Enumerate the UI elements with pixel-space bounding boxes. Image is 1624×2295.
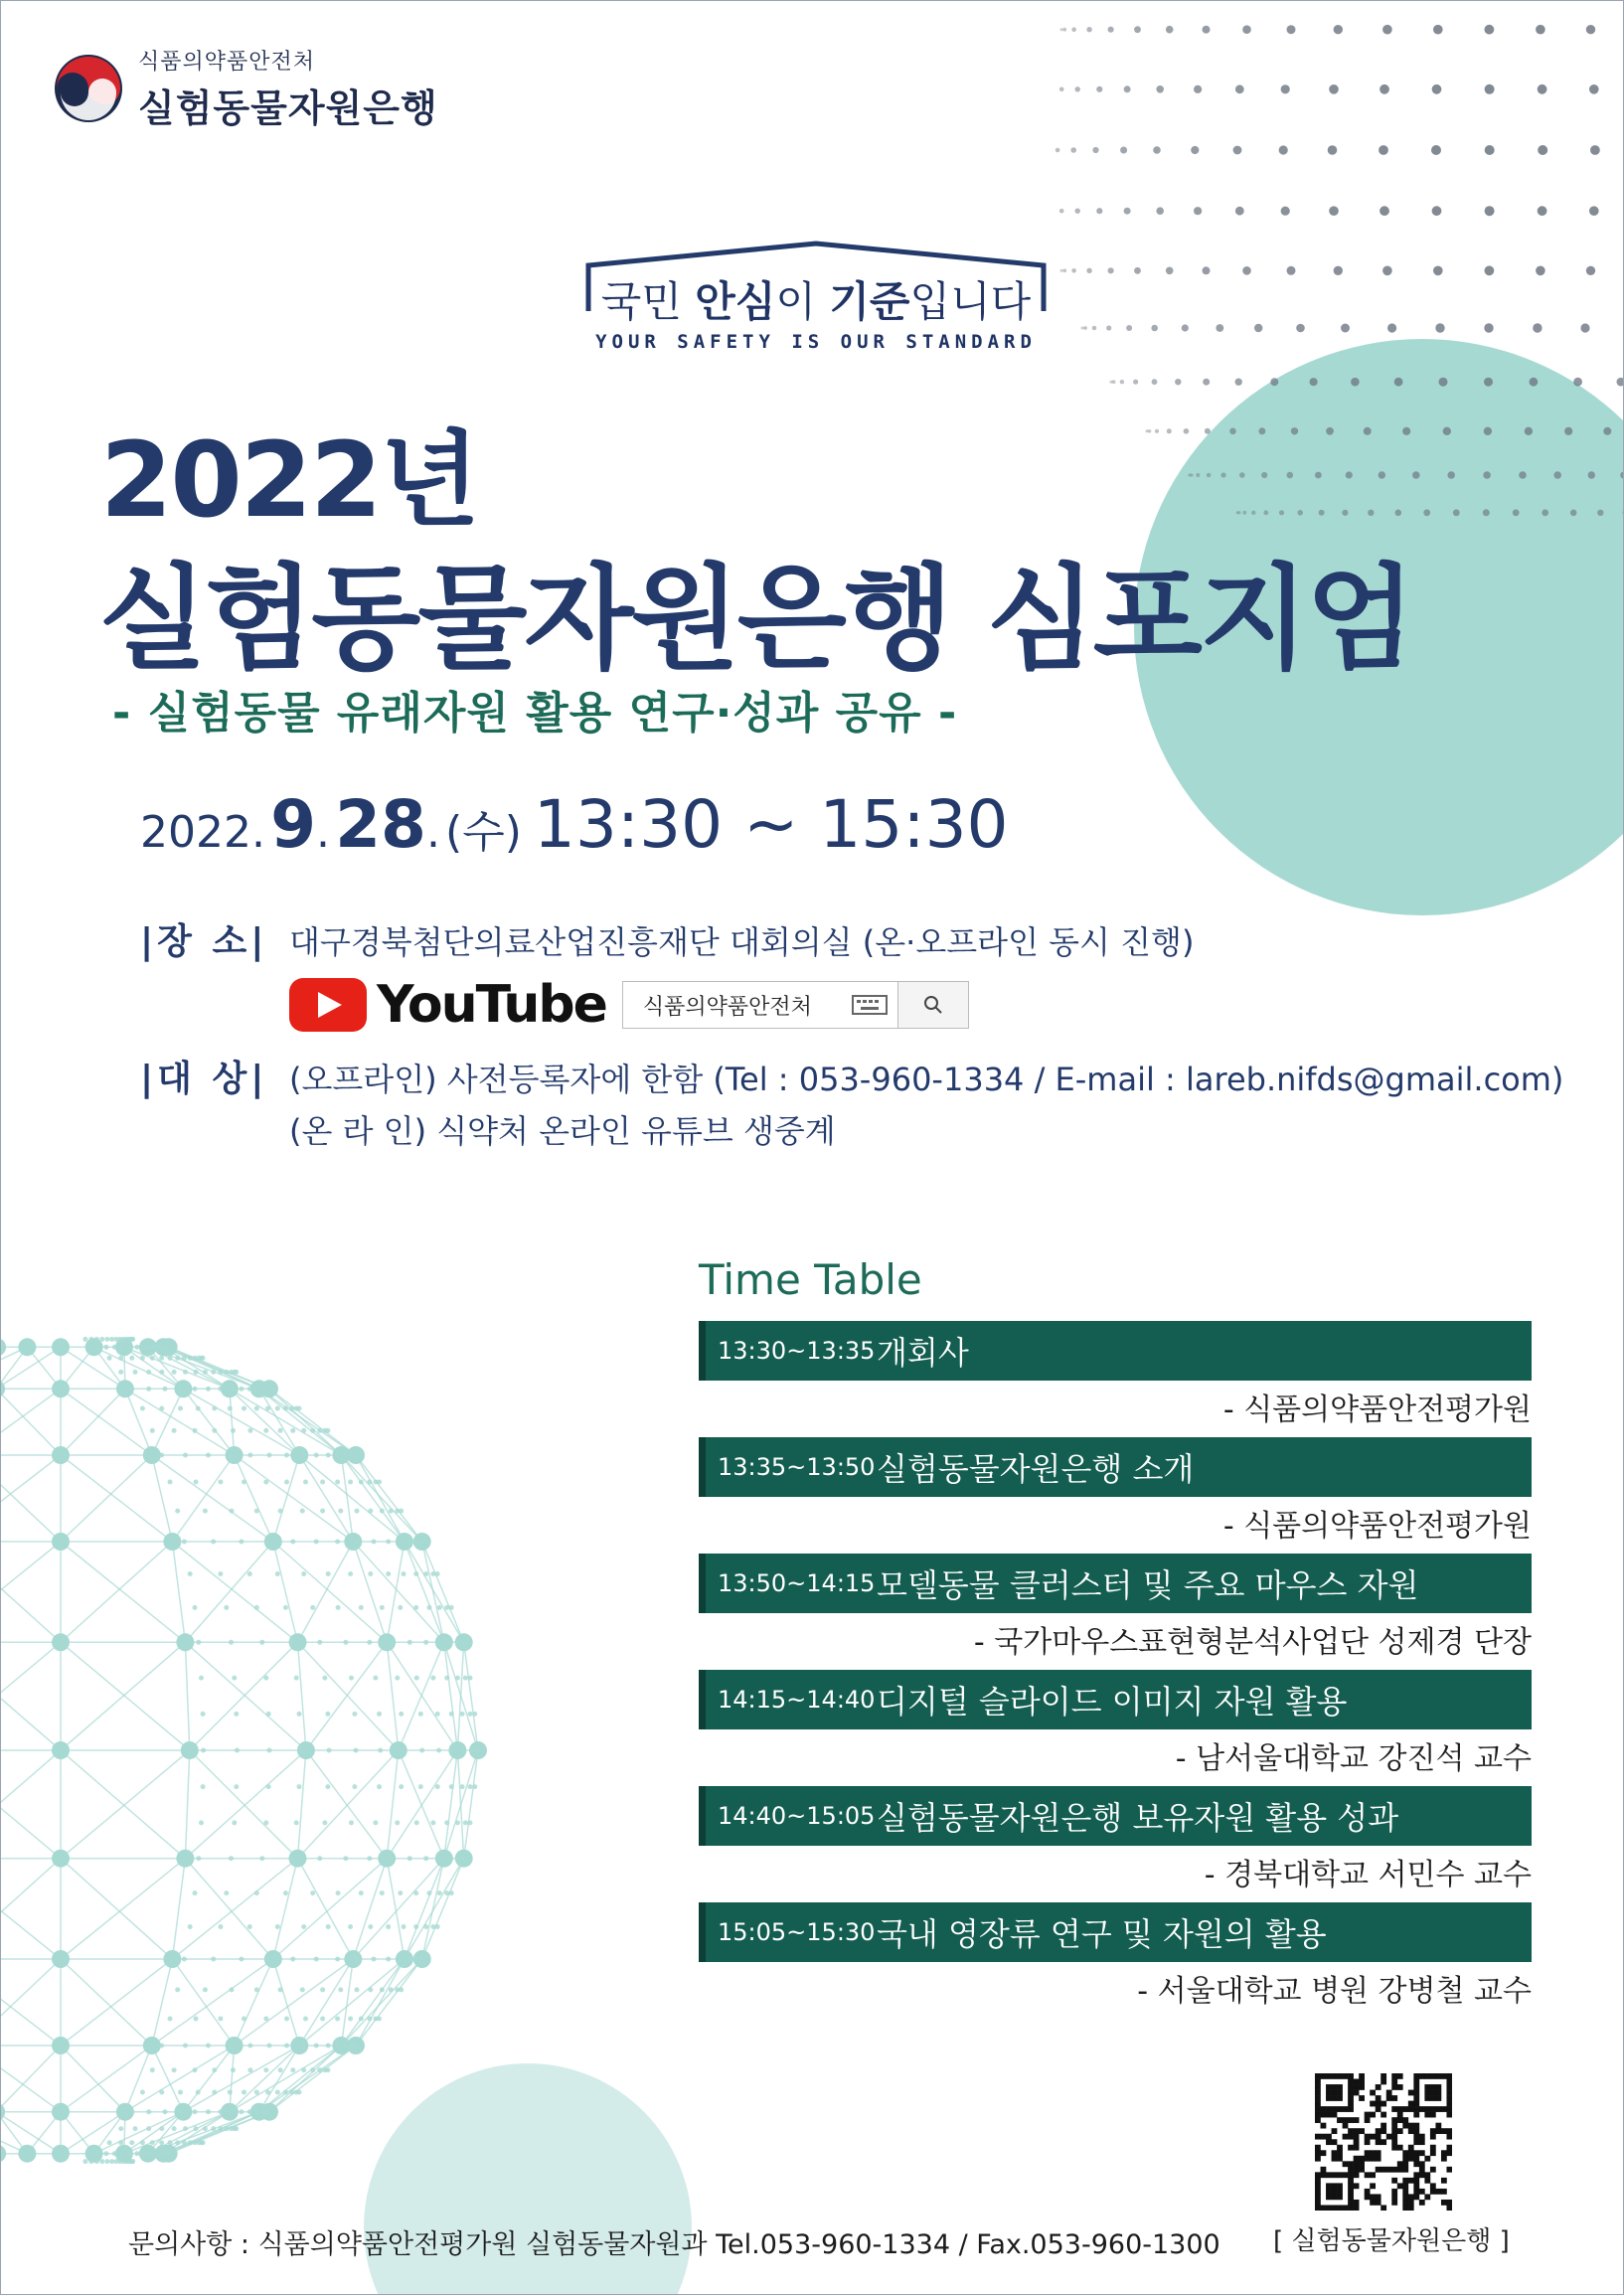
youtube-search-box [622,981,969,1029]
session-time: 15:05~15:30 [718,1918,876,1946]
timetable-bar [699,1437,1532,1497]
session-topic: 실험동물자원은행 보유자원 활용 성과 [877,1799,1399,1837]
youtube-search-input: 식품의약품안전처 [642,994,812,1020]
youtube-play-icon [289,978,367,1032]
timetable-bar [699,1902,1532,1962]
timetable-bar [699,1321,1532,1381]
slogan-english: YOUR SAFETY IS OUR STANDARD [595,331,1037,353]
timetable-bar [699,1786,1532,1846]
timetable-item [699,1437,1532,1554]
session-time: 13:50~14:15 [718,1569,876,1597]
timetable-item [699,1786,1532,1902]
session-speaker: - 서울대학교 병원 강병철 교수 [1137,1974,1532,2009]
session-time: 13:35~13:50 [718,1453,876,1481]
audience-offline: (오프라인) 사전등록자에 한함 (Tel : 053-960-1334 / E-mail : lareb.nifds@gmail.com) [289,1061,1564,1098]
session-topic: 개회사 [877,1334,969,1372]
org-name: 식품의약품안전처 [138,50,316,75]
timetable-item [699,1670,1532,1786]
logo [53,45,438,132]
venue-label: |장 소| [140,921,268,962]
session-time: 13:30~13:35 [718,1337,876,1365]
audience-label: |대 상| [140,1059,268,1099]
timetable-bar [699,1670,1532,1729]
venue-value: 대구경북첨단의료산업진흥재단 대회의실 (온·오프라인 동시 진행) [289,923,1195,961]
bank-name: 실험동물자원은행 [138,86,438,130]
youtube-search-banner [289,975,969,1035]
timetable-item [699,1902,1532,2019]
subtitle: - 실험동물 유래자원 활용 연구·성과 공유 - [112,688,958,738]
timetable-bar [699,1554,1532,1613]
session-topic: 모델동물 클러스터 및 주요 마우스 자원 [877,1566,1419,1604]
session-speaker: - 식품의약품안전평가원 [1222,1509,1532,1544]
session-speaker: - 식품의약품안전평가원 [1222,1393,1532,1427]
qr-label: [ 실험동물자원은행 ] [1273,2226,1510,2256]
taegeuk-logo-icon [53,53,124,124]
timetable-item [699,1554,1532,1670]
session-speaker: - 경북대학교 서민수 교수 [1204,1858,1532,1892]
youtube-wordmark: YouTube [377,975,606,1035]
timetable-item [699,1321,1532,1437]
audience-row [140,1051,1563,1101]
session-topic: 국내 영장류 연구 및 자원의 활용 [877,1915,1327,1953]
qr-code [1315,2073,1452,2211]
slogan [582,240,1050,359]
timetable [699,1321,1532,2019]
page-title: 실험동물자원은행 심포지엄 [98,553,1413,685]
session-time: 14:40~15:05 [718,1802,876,1830]
session-topic: 실험동물자원은행 소개 [877,1450,1195,1488]
session-topic: 디지털 슬라이드 이미지 자원 활용 [877,1683,1348,1721]
slogan-korean: 국민 안심이 기준입니다 [600,277,1032,326]
venue-row [140,913,1194,964]
timetable-title: Time Table [699,1255,922,1304]
session-speaker: - 국가마우스표현형분석사업단 성제경 단장 [973,1625,1532,1660]
keyboard-icon [842,982,898,1028]
search-icon [898,982,968,1028]
network-globe-bottom-left [1,1337,487,2164]
session-speaker: - 남서울대학교 강진석 교수 [1175,1741,1532,1776]
title-year: 2022년 [100,419,478,541]
audience-online: (온 라 인) 식약처 온라인 유튜브 생중계 [289,1112,836,1150]
event-datetime: 2022. 9. 28. (수) 13:30 ~ 15:30 [140,786,1009,863]
contact-info: 문의사항 : 식품의약품안전평가원 실험동물자원과 Tel.053-960-1334 / Fax.053-960-1300 [128,2229,1220,2260]
session-time: 14:15~14:40 [718,1686,876,1714]
